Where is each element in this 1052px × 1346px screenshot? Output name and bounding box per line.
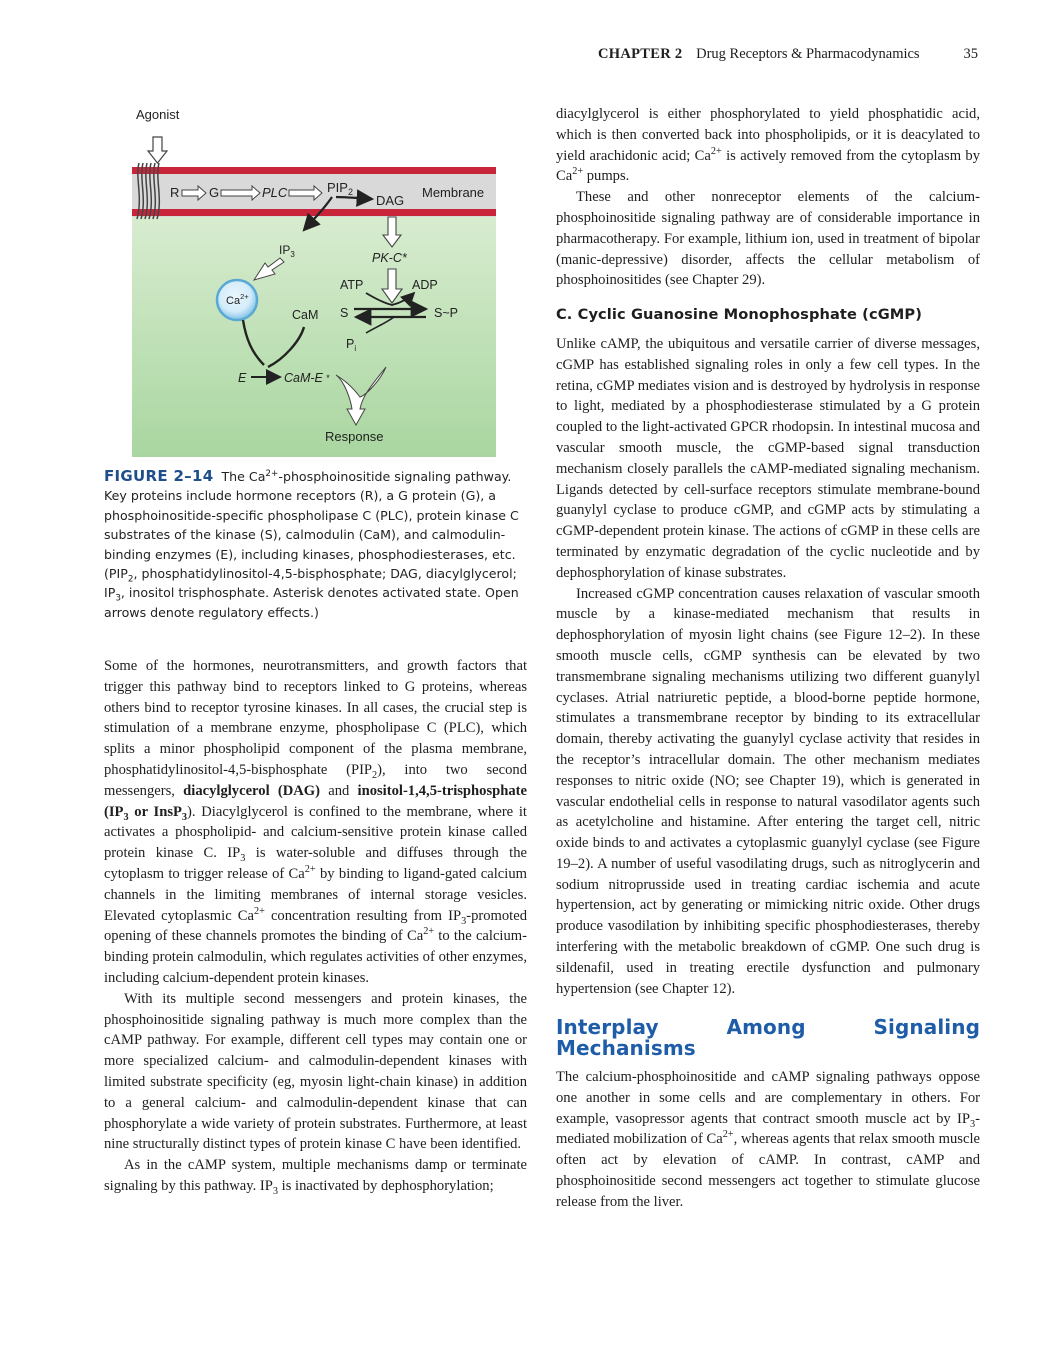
r-label: R <box>170 185 180 200</box>
atp-label: ATP <box>340 278 364 292</box>
figure-caption: FIGURE 2–14 The $Ca^{2+}$-phosphoinositide signaling pathway. Key proteins include hormone receptors (R), a G protein (G), a phosphoinositide-specific phospholipase C (PLC), protein kinase C substrates of the kinase (S), calmodulin (CaM), and calmodulin-binding enzymes (E), including kinases, phosphodiesterases, etc. ($PIP_2$, phosphatidylinositol-4,5-bisphosphate; DAG, diacylglycerol; $IP_3$, inositol trisphosphate. Asterisk denotes activated state. Open arrows denote regulatory effects.) <box>104 467 519 620</box>
paragraph: As in the cAMP system, multiple mechanisms damp or terminate signaling by this pathway. $IP_3$ is inactivated by dephosphorylation; <box>104 1157 527 1197</box>
page-number: 35 <box>963 46 978 62</box>
paragraph: The calcium-phosphoinositide and cAMP signaling pathways oppose one another in some cells and are complementary in others. For example, vasopressor agents that contract smooth muscle act by $IP_3$-mediated mobilization of $Ca^{2+}$, whereas agents that relax smooth muscle often act by elevation of cAMP. In contrast, cAMP and phosphoinositide second messengers act together to stimulate glucose release from the liver. <box>556 1069 980 1210</box>
response-label: Response <box>325 429 384 444</box>
agonist-label: Agonist <box>136 107 180 122</box>
subsection-heading: C. Cyclic Guanosine Monophosphate (cGMP) <box>556 306 922 324</box>
paragraph: Some of the hormones, neurotransmitters, and growth factors that trigger this pathway bind to receptors linked to G proteins, whereas others bind to receptor tyrosine kinases. In all cases, the crucial step is stimulation of a membrane enzyme, phospholipase C (PLC), which splits a minor phospholipid component of the plasma membrane, phosphatidylinositol-4,5-bisphosphate $(PIP_2)$, into two second messengers, diacylglycerol (DAG) and inositol-1,4,5-trisphosphate ($IP_3$ or InsP$_3$). Diacylglycerol is confined to the membrane, where it activates a phospholipid- and calcium-sensitive protein kinase called protein kinase C. $IP_3$ is water-soluble and diffuses through the cytoplasm to trigger release of $Ca^{2+}$ by binding to ligand-gated calcium channels in the limiting membranes of internal storage vesicles. Elevated cytoplasmic $Ca^{2+}$ concentration resulting from $IP_3$-promoted opening of these channels promotes the binding of $Ca^{2+}$ to the calcium-binding protein calmodulin, which regulates activities of other enzymes, including calcium-dependent protein kinases. <box>104 658 527 986</box>
figure-label: FIGURE 2–14 <box>104 467 214 485</box>
paragraph: Unlike cAMP, the ubiquitous and versatile carrier of diverse messages, cGMP has established signaling roles in only a few cell types. In the retina, cGMP mediates vision and is destroyed by hydrolysis in response to light, mediated by a phosphodiesterase stimulated by a G protein coupled to the light-activated GPCR rhodopsin. In intestinal mucosa and vascular smooth muscle, the cGMP-based signal transduction mechanism closely parallels the cAMP-mediated signaling mechanism. Ligands detected by cell-surface receptors stimulate membrane-bound guanylyl cyclase to produce cGMP, and cGMP acts by stimulating a cGMP-dependent protein kinase. The actions of cGMP in these cells are terminated by enzymatic degradation of the cyclic nucleotide and by dephosphorylation of kinase substrates. <box>556 335 980 581</box>
g-label: G <box>209 185 220 200</box>
chapter-label: CHAPTER 2 <box>598 46 683 62</box>
paragraph: These and other nonreceptor elements of the calcium-phosphoinositide signaling pathway are of considerable importance in pharmacotherapy. For example, lithium ion, used in treatment of bipolar (manic-depressive) disorder, affects the cellular metabolism of phosphoinositides (see Chapter 29). <box>556 189 980 289</box>
dag-label: DAG <box>376 193 405 208</box>
pkc-label: PK-C* <box>372 251 407 265</box>
membrane-inner-band <box>132 209 496 216</box>
adp-label: ADP <box>412 278 438 292</box>
cam-e-label: CaM-E * <box>284 371 330 385</box>
section-heading: Interplay Among Signaling Mechanisms <box>556 1015 980 1061</box>
figure-2-14 <box>104 97 528 459</box>
agonist-arrow <box>148 137 167 163</box>
phospho-substrate-label: S~P <box>434 306 458 320</box>
right-column <box>556 104 980 1213</box>
plc-label: PLC <box>262 185 288 200</box>
paragraph: Increased cGMP concentration causes relaxation of vascular smooth muscle by a kinase-mediated mechanism that results in dephosphorylation of myosin light chains (see Figure 12–2). In these smooth muscle cells, cGMP synthesis can be elevated by two transmembrane signaling mechanisms utilizing two different guanylyl cyclases. Atrial natriuretic peptide, a blood-borne peptide hormone, stimulates a transmembrane receptor by binding to its extracellular domain, thereby activating the guanylyl cyclase activity that resides in the receptor’s intracellular domain. The other mechanism mediates responses to nitric oxide (NO; see Chapter 19), which is generated in vascular endothelial cells in response to natural vasodilator agents such as acetylcholine and histamine. After entering the target cell, nitric oxide binds to and activates a cytoplasmic guanylyl cyclase (see Figure 19–2). A number of useful vasodilating drugs, such as nitroglycerin and sodium nitroprusside used in treating cardiac ischemia and acute hypertension, act by generating or mimicking nitric oxide. Other drugs produce vasodilation by inhibiting specific phosphodiesterases, thereby interfering with the metabolic breakdown of cGMP. One such drug is sildenafil, used in treating erectile dysfunction and pulmonary hypertension (see Chapter 12). <box>556 585 980 997</box>
running-head <box>598 46 978 66</box>
enzyme-label: E <box>238 371 247 385</box>
pi-label: $P_i$ <box>346 337 357 353</box>
calcium-label: $Ca^{2+}$ <box>226 292 249 307</box>
substrate-label: S <box>340 306 349 320</box>
signaling-diagram <box>104 97 528 459</box>
paragraph: diacylglycerol is either phosphorylated to yield phosphatidic acid, which is then converted back into phospholipids, or it is deacylated to yield arachidonic acid; $Ca^{2+}$ is actively removed from the cytoplasm by $Ca^{2+}$ pumps. <box>556 106 981 185</box>
ip3-label: $IP_3$ <box>279 243 295 259</box>
calmodulin-label: CaM <box>292 308 319 322</box>
membrane-label: Membrane <box>422 185 485 200</box>
left-column <box>104 656 527 1197</box>
paragraph: With its multiple second messengers and protein kinases, the phosphoinositide signaling pathway is much more complex than the cAMP pathway. For example, different cell types may contain one or more specialized calcium- and calmodulin-dependent kinases with limited substrate specificity (eg, myosin light-chain kinase) in addition to a general calcium- and calmodulin-dependent kinase that can phosphorylate a wide variety of protein substrates. Furthermore, at least nine structurally distinct types of protein kinase C have been identified. <box>104 990 527 1153</box>
pip2-label: $PIP_2$ <box>327 180 353 197</box>
cytoplasm-area <box>132 217 496 457</box>
membrane-outer-band <box>132 167 496 174</box>
chapter-title: Drug Receptors & Pharmacodynamics <box>696 46 920 62</box>
